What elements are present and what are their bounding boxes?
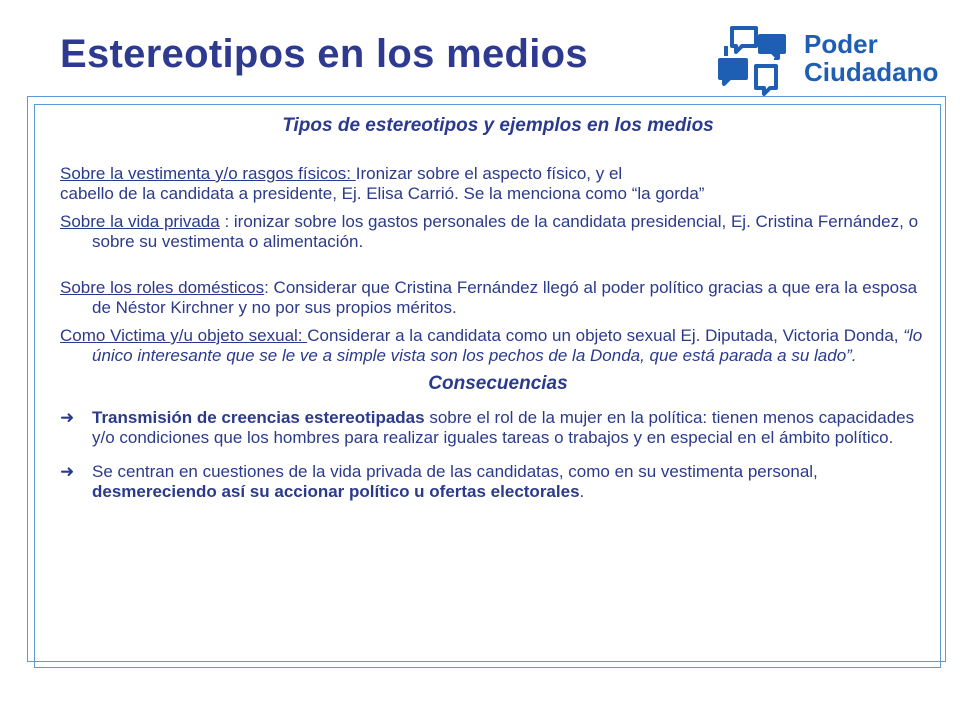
item-roles-domesticos <box>60 278 936 318</box>
arrow-right-icon: ➜ <box>60 408 75 427</box>
logo-wordmark <box>804 30 938 86</box>
item-vida-privada <box>60 212 936 252</box>
item-vestimenta <box>60 164 936 204</box>
bullet-bold: Transmisión de creencias estereotipadas <box>92 408 425 427</box>
item-label: Sobre los roles domésticos <box>60 278 265 297</box>
consequences-title: Consecuencias <box>428 373 568 394</box>
item-label: Como Victima y/u objeto sexual: <box>60 326 308 345</box>
item-text-cont: cabello de la candidata a presidente, Ej. Elisa Carrió. Se la menciona como “la gorda” <box>60 184 705 203</box>
bullet-end: . <box>579 482 585 501</box>
item-quote: “lo único interesante que se le ve a simple vista son los pechos de la Donda, que está parada a su lado”. <box>92 326 923 365</box>
consequence-bullet <box>60 462 936 502</box>
section-subtitle: Tipos de estereotipos y ejemplos en los medios <box>282 115 714 136</box>
item-text: Considerar a la candidata como un objeto sexual Ej. Diputada, Victoria Donda, <box>307 326 904 345</box>
item-label: Sobre la vida privada <box>60 212 220 231</box>
speech-bubbles-icon <box>716 24 796 96</box>
item-text: Ironizar sobre el aspecto físico, y el <box>355 164 623 183</box>
logo-line-2: Ciudadano <box>804 57 939 87</box>
bullet-text <box>92 408 936 448</box>
bullet-body: sobre el rol de la mujer en la política: tienen menos capacidades y/o condiciones que los hombres para realizar iguales tareas o trabajos y en especial en el ámbito político. <box>92 408 915 447</box>
item-label: Sobre la vestimenta y/o rasgos físicos: <box>60 164 356 183</box>
bullet-bold: desmereciendo así su accionar político u ofertas electorales <box>92 482 580 501</box>
item-text: : Considerar que Cristina Fernández llegó al poder político gracias a que era la esposa de Néstor Kirchner y no por sus propios méritos. <box>92 278 918 317</box>
consequence-bullet <box>60 408 936 448</box>
item-text: : ironizar sobre los gastos personales de la candidata presidencial, Ej. Cristina Fernández, o sobre su vestimenta o alimentación. <box>92 212 919 251</box>
slide-title: Estereotipos en los medios <box>60 32 588 76</box>
poder-ciudadano-logo <box>716 24 939 100</box>
content-body <box>60 112 936 516</box>
arrow-right-icon: ➜ <box>60 462 75 481</box>
spacer <box>60 260 936 278</box>
logo-line-1: Poder <box>804 29 878 59</box>
item-victima-objeto <box>60 326 936 366</box>
bullet-text <box>92 462 936 502</box>
bullet-body: Se centran en cuestiones de la vida privada de las candidatas, como en su vestimenta personal, <box>92 462 818 481</box>
